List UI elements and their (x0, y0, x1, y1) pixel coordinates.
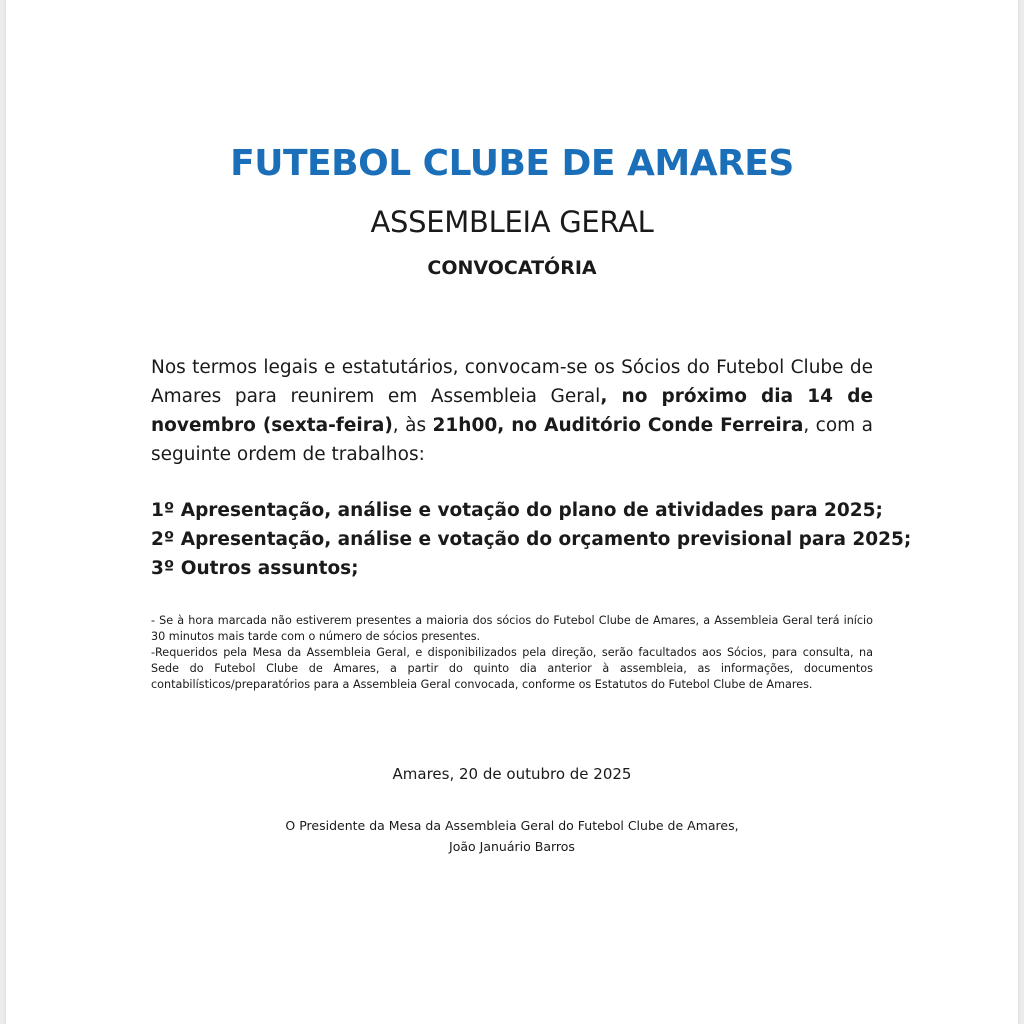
intro-text-2: , às (392, 415, 433, 436)
agenda-list (151, 496, 912, 583)
agenda-item: 3º Outros assuntos; (151, 558, 359, 579)
signature-block (6, 815, 1018, 857)
agenda-item: 1º Apresentação, análise e votação do plano de atividades para 2025; (151, 500, 883, 521)
document-page (6, 0, 1018, 1024)
signature-role: O Presidente da Mesa da Assembleia Geral do Futebol Clube de Amares, (285, 818, 739, 833)
note-item: -Requeridos pela Mesa da Assembleia Geral, e disponibilizados pela direção, serão facultados aos Sócios, para consulta, na Sede do Futebol Clube de Amares, a partir do quinto dia anterior à assembleia, as informações, documentos contabilísticos/preparatórios para a Assembleia Geral convocada, conforme os Estatutos do Futebol Clube de Amares. (151, 646, 873, 691)
document-type-heading: CONVOCATÓRIA (427, 257, 597, 279)
place-date: Amares, 20 de outubro de 2025 (392, 765, 632, 783)
note-item: - Se à hora marcada não estiverem presentes a maioria dos sócios do Futebol Clube de Amares, a Assembleia Geral terá início 30 minutos mais tarde com o número de sócios presentes. (151, 614, 873, 643)
intro-paragraph (151, 353, 873, 469)
assembly-heading: ASSEMBLEIA GERAL (370, 205, 654, 239)
intro-text-1: Nos termos legais e estatutários, convocam-se os Sócios do Futebol Clube de Amares para reunirem em Assembleia Geral (151, 357, 873, 407)
signature-name: João Januário Barros (449, 839, 575, 854)
club-title: FUTEBOL CLUBE DE AMARES (230, 143, 794, 184)
intro-bold-time-place: 21h00, no Auditório Conde Ferreira (432, 415, 804, 436)
notes-section (151, 613, 873, 693)
intro-text-3: , com a seguinte ordem de trabalhos: (151, 415, 873, 465)
intro-bold-date: , no próximo dia 14 de novembro (sexta-feira) (151, 386, 873, 436)
agenda-item: 2º Apresentação, análise e votação do orçamento previsional para 2025; (151, 529, 912, 550)
